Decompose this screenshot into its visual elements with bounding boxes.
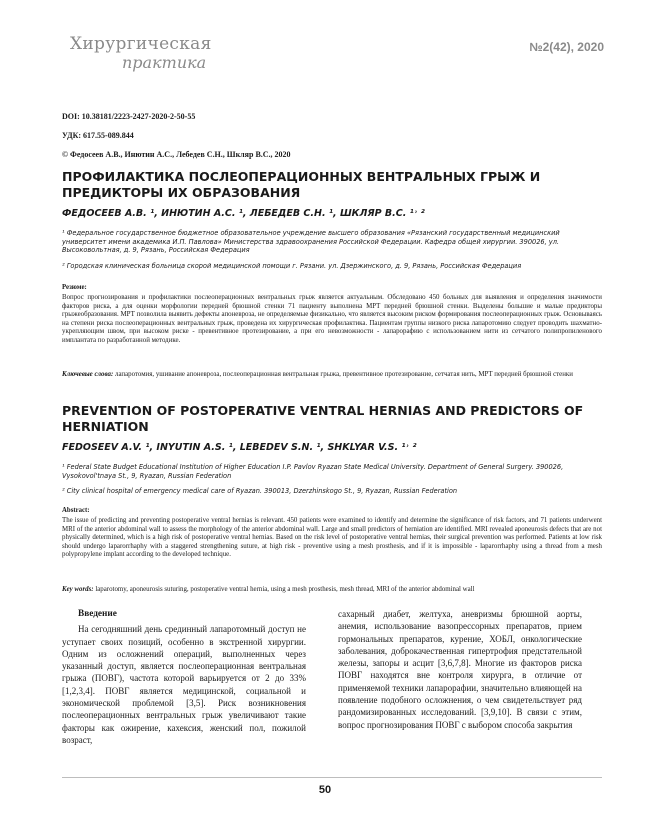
en-keywords-label: Key words:	[62, 586, 94, 593]
en-abstract-label: Abstract:	[62, 507, 90, 514]
body-column-right	[338, 608, 582, 731]
doi: DOI: 10.38181/2223-2427-2020-2-50-55	[62, 112, 196, 121]
en-title: PREVENTION OF POSTOPERATIVE VENTRAL HERNIAS AND PREDICTORS OF HERNIATION	[62, 403, 584, 434]
ru-authors: ФЕДОСЕЕВ А.В. ¹, ИНЮТИН А.С. ¹, ЛЕБЕДЕВ С.Н. ¹, ШКЛЯР В.С. ¹˒ ²	[62, 208, 425, 219]
en-abstract: The issue of predicting and preventing postoperative ventral hernias is relevant. 450 patients were examined to identify and determine the significance of risk factors, and 71 patients underwent MRI of the anterior abdominal wall to assess the morphology of the anterior abdominal wall. Large and small predictors of herniation are identified. MRI revealed aponeurosis defects that are not physically determined, which is a high risk of postoperative ventral hernias. Based on the risk level of postoperative ventral hernias, their surgical prevention was performed. Patients at low risk should undergo laparorrhaphy with a staggered strengthening suture, at high risk - preventive using a mesh prosthesis, and if it is impossible - laparorrhaphy using a thread from a mesh polypropylene implant according to the developed technique.	[62, 517, 602, 558]
en-authors: FEDOSEEV A.V. ¹, INYUTIN A.S. ¹, LEBEDEV S.N. ¹, SHKLYAR V.S. ¹˒ ²	[62, 442, 417, 453]
page-number: 50	[318, 784, 332, 796]
en-affiliation-1: ¹ Federal State Budget Educational Institution of Higher Education I.P. Pavlov Ryazan State Medical University. Department of General Surgery. 390026, Vysokovol'tnaya St., 9, Ryazan, Russian Federation	[62, 463, 564, 480]
ru-title: ПРОФИЛАКТИКА ПОСЛЕОПЕРАЦИОННЫХ ВЕНТРАЛЬНЫХ ГРЫЖ И ПРЕДИКТОРЫ ИХ ОБРАЗОВАНИЯ	[62, 169, 541, 200]
ru-keywords-text: лапаротомия, ушивание апоневроза, послеоперационная вентральная грыжа, превентивное протезирование, сетчатая нить, МРТ передней брюшной стенки	[115, 371, 573, 378]
ru-abstract-label: Резюме:	[62, 284, 87, 291]
body-paragraph-left: На сегодняшний день срединный лапаротомный доступ не уступает своих позиций, особенно в экстренной хирургии. Одним из осложнений операций, выполненных через указанный доступ, является послеоперационная вентральная грыжа (ПОВГ), частота которой варьируется от 2 до 33% [1,2,3,4]. ПОВГ является медицинской, социальной и экономической проблемой [3,5]. Риск возникновения послеоперационных вентральных грыж увеличивают такие факторы как ожирение, кахексия, женский пол, пожилой возраст,	[62, 624, 306, 745]
ru-affiliation-2: ² Городская клиническая больница скорой медицинской помощи г. Рязани. ул. Дзержинского, д. 9, Рязань, Российская Федерация	[62, 262, 522, 270]
copyright: © Федосеев А.В., Инютин А.С., Лебедев С.Н., Шкляр В.С., 2020	[62, 150, 291, 159]
ru-keywords-label: Ключевые слова:	[62, 371, 114, 378]
en-affiliation-2: ² City clinical hospital of emergency medical care of Ryazan. 390013, Dzerzhinskogo St., 9, Ryazan, Russian Federation	[62, 487, 458, 495]
udk: УДК: 617.55-089.844	[62, 131, 134, 140]
body-paragraph-right: сахарный диабет, желтуха, аневризмы брюшной аорты, анемия, использование вазопрессорных препаратов, прием гормональных препаратов, курение, ХОБЛ, онкологические заболевания, доброкачественная гипертрофия предстательной железы, запоры и асцит [3,6,7,8]. Многие из факторов риска ПОВГ находятся вне контроля хирурга, в отличие от применяемой техники лапарорафии, значительно влияющей на появление подобного осложнения, о чем свидетельствует ряд рандомизированных исследований. [3,9,10]. В связи с этим, вопрос прогнозирования ПОВГ с выбором способа закрытия	[338, 609, 582, 730]
ru-affiliation-1: ¹ Федеральное государственное бюджетное образовательное учреждение высшего образования «Рязанский государственный медицинский университет имени академика И.П. Павлова» Министерства здравоохранения Российской Федерации. Кафедра общей хирургии. 390026, ул. Высоковольтная, д. 9, Рязань, Российская Федерация	[62, 229, 560, 255]
ru-abstract: Вопрос прогнозирования и профилактики послеоперационных вентральных грыж является актуальным. Обследовано 450 больных для выявления и определения значимости факторов риска, а для оценки морфологии передней брюшной стенки 71 пациенту выполнена МРТ передней брюшной стенки. Выделены большие и малые предикторы грыжеобразования. МРТ позволила выявить дефекты апоневроза, не определяемые физикально, что является высоким риском формирования послеоперационных грыж. Основываясь на степени риска послеоперационных вентральных грыж, проведена их хирургическая профилактика. Пациентам группы низкого риска лапаротомию следует проводить шахматно-укрепляющим швом, при высоком риске - превентивное протезирование, а при его невозможности - лапарорафию с использованием нити из сетчатого полипропиленового имплантата по разработанной методике.	[62, 294, 602, 344]
ru-keywords	[62, 371, 602, 380]
en-keywords	[62, 586, 602, 595]
body-column-left	[62, 608, 306, 746]
journal-name-line1: Хирургическая	[70, 34, 212, 54]
section-title: Введение	[78, 609, 117, 619]
issue-number: №2(42), 2020	[529, 40, 604, 54]
footer-divider	[62, 777, 602, 778]
en-keywords-text: laparotomy, aponeurosis suturing, postoperative ventral hernia, using a mesh prosthesis, mesh thread, MRI of the anterior abdominal wall	[95, 586, 475, 593]
journal-name-line2: практика	[122, 53, 207, 72]
journal-logo	[70, 34, 240, 80]
